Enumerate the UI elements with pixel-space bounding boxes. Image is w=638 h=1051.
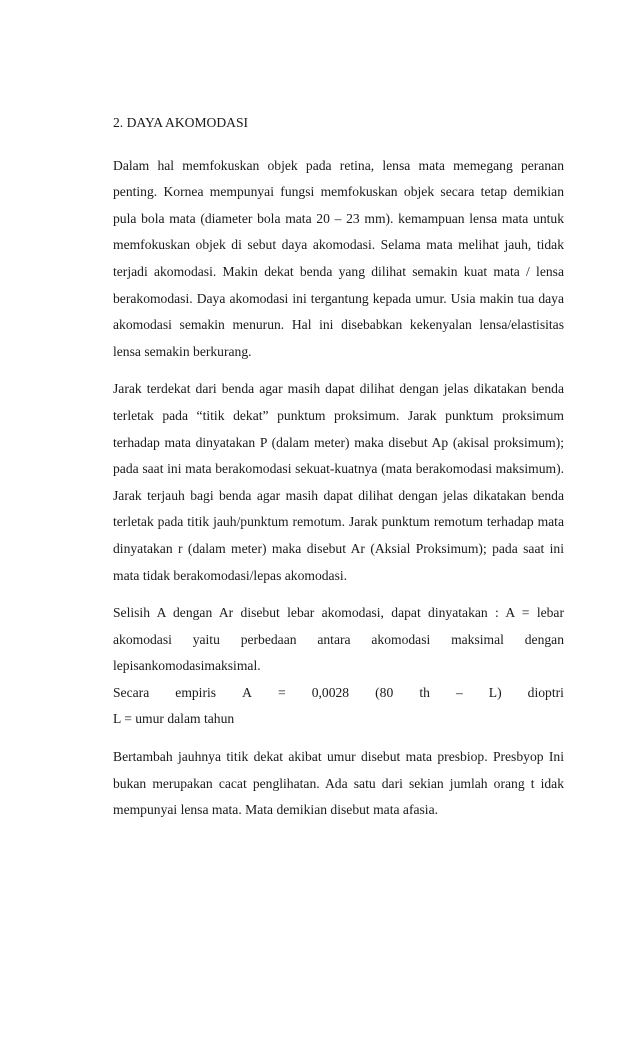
formula-empiris: empiris [175, 684, 217, 700]
paragraph-lebar-akomodasi: Selisih A dengan Ar disebut lebar akomodasi, dapat dinyatakan : A = lebar akomodasi yaitu perbedaan antara akomodasi maksimal dengan lepisankomodasimaksimal. [113, 605, 564, 674]
formula-l: L) [488, 684, 502, 700]
formula-open: (80 [375, 684, 394, 700]
formula-a: A [242, 684, 252, 700]
paragraph-titik-dekat-jauh: Jarak terdekat dari benda agar masih dapat dilihat dengan jelas dikatakan benda terletak pada “titik dekat” punktum proksimum. Jarak punktum proksimum terhadap mata dinyatakan P (dalam meter) maka disebut Ap (akisal proksimum); pada saat ini mata berakomodasi sekuat-kuatnya (mata berakomodasi maksimum). Jarak terjauh bagi benda agar masih dapat dilihat dengan jelas dikatakan benda terletak pada titik jauh/punktum remotum. Jarak punktum remotum terhadap mata dinyatakan r (dalam meter) maka disebut Ar (Aksial Proksimum); pada saat ini mata tidak berakomodasi/lepas akomodasi. [113, 381, 564, 583]
formula-note: L = umur dalam tahun [113, 711, 235, 727]
formula-th: th [419, 684, 430, 700]
formula-equals: = [277, 684, 286, 700]
paragraph-akomodasi-intro: Dalam hal memfokuskan objek pada retina, lensa mata memegang peranan penting. Kornea mempunyai fungsi memfokuskan objek secara tetap demikian pula bola mata (diameter bola mata 20 – 23 mm). kemampuan lensa mata untuk memfokuskan objek di sebut daya akomodasi. Selama mata melihat jauh, tidak terjadi akomodasi. Makin dekat benda yang dilihat semakin kuat mata / lensa berakomodasi. Daya akomodasi ini tergantung kepada umur. Usia makin tua daya akomodasi semakin menurun. Hal ini disebabkan kekenyalan lensa/elastisitas lensa semakin berkurang. [113, 157, 564, 359]
formula-secara: Secara [113, 684, 150, 700]
formula-coefficient: 0,0028 [311, 684, 350, 700]
paragraph-presbiop: Bertambah jauhnya titik dekat akibat umur disebut mata presbiop. Presbyop Ini bukan merupakan cacat penglihatan. Ada satu dari sekian jumlah orang t idak mempunyai lensa mata. Mata demikian disebut mata afasia. [113, 749, 564, 818]
empirical-formula [113, 680, 564, 707]
formula-unit: dioptri [527, 684, 564, 700]
document-body [113, 110, 564, 835]
formula-minus: – [455, 684, 463, 700]
section-heading: 2. DAYA AKOMODASI [113, 115, 249, 130]
